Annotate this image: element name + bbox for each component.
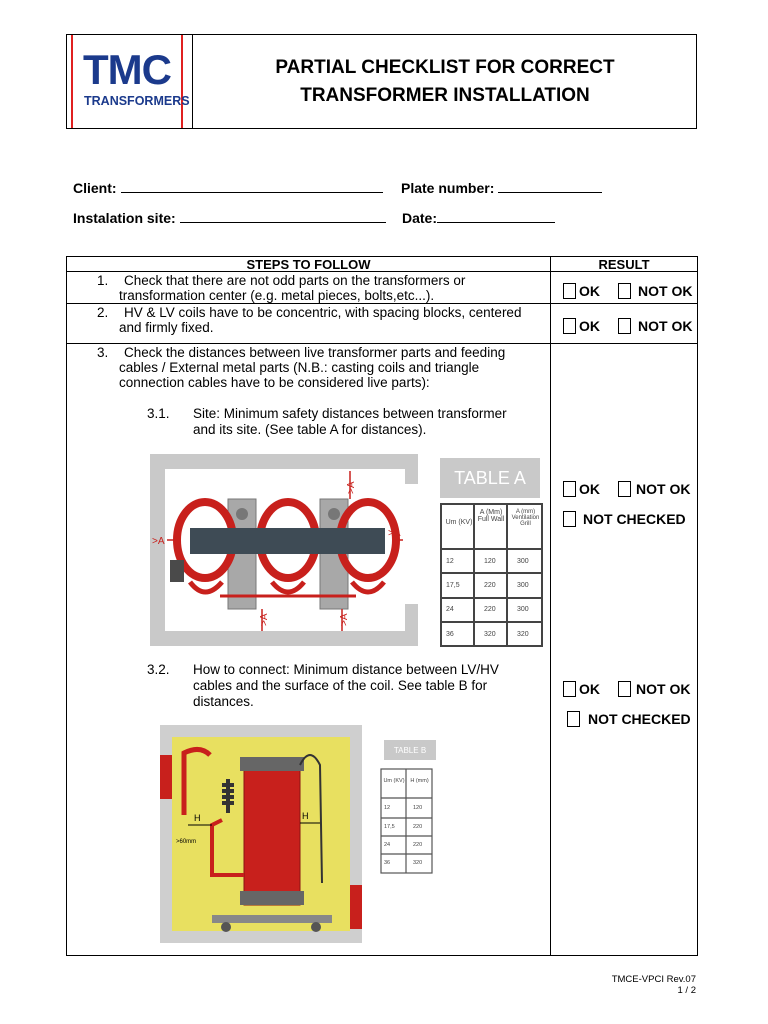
ok-checkbox[interactable]: [563, 481, 576, 497]
ok-checkbox[interactable]: [563, 681, 576, 697]
h-label-right: H: [302, 811, 309, 821]
step-1-result: [563, 283, 692, 299]
date-label: Date:: [402, 210, 438, 226]
ok-checkbox[interactable]: [563, 318, 576, 334]
step-1: [97, 273, 547, 305]
step-text-line: and its site. (See table A for distances).: [193, 422, 427, 437]
not-ok-label: NOT OK: [636, 681, 691, 697]
document-code: TMCE-VPCI Rev.07: [611, 974, 696, 985]
table-b-header: Um (KV): [383, 778, 405, 784]
logo-text: TMC: [83, 46, 171, 93]
not-ok-label: NOT OK: [636, 481, 691, 497]
step-number: 2.: [97, 305, 109, 320]
step-3-2: [147, 662, 547, 710]
step-text-line: cables / External metal parts (N.B.: casting coils and triangle: [119, 360, 480, 375]
step-2: [97, 305, 547, 337]
ok-checkbox[interactable]: [563, 283, 576, 299]
step-text-line: distances.: [193, 694, 254, 709]
checklist-table: [66, 256, 698, 956]
logo-line-left: [71, 35, 73, 128]
ok-label: OK: [579, 481, 600, 497]
ok-label: OK: [579, 318, 600, 334]
table-b-cell: 24: [384, 842, 391, 848]
plate-number-field: [401, 179, 602, 196]
dim-label-bottom-1: >A: [259, 613, 270, 626]
step-number: 1.: [97, 273, 109, 288]
ok-label: OK: [579, 681, 600, 697]
table-b-cell: 12: [384, 805, 391, 811]
not-checked-checkbox[interactable]: [567, 711, 580, 727]
date-field: [402, 209, 555, 226]
step-3-2-not-checked: [567, 711, 691, 727]
table-a-cell: 220: [484, 582, 496, 589]
step-text-line: HV & LV coils have to be concentric, with spacing blocks, centered: [124, 305, 522, 320]
table-b-cell: 120: [413, 805, 423, 811]
table-a-cell: 320: [517, 631, 529, 638]
title-line-2: TRANSFORMER INSTALLATION: [300, 84, 590, 106]
not-ok-checkbox[interactable]: [618, 481, 631, 497]
not-ok-checkbox[interactable]: [618, 681, 631, 697]
step-number: 3.2.: [147, 662, 170, 677]
figure-b-transformer-connection: [160, 725, 362, 943]
table-a-cell: 24: [446, 606, 454, 613]
table-b-cell: 220: [413, 824, 423, 830]
dim-label-top: >A: [346, 481, 357, 494]
client-blank[interactable]: [121, 179, 383, 193]
table-b-header: H (mm): [410, 778, 429, 784]
dim-label-right: >A: [388, 528, 401, 539]
not-checked-label: NOT CHECKED: [583, 511, 686, 527]
h-label-left: H: [194, 813, 201, 823]
client-field: [73, 179, 383, 196]
table-a-title: TABLE A: [440, 458, 540, 498]
client-label: Client:: [73, 180, 117, 196]
header-steps: STEPS TO FOLLOW: [246, 257, 371, 272]
step-text-line: Check that there are not odd parts on the transformers or: [124, 273, 466, 288]
table-a-cell: 120: [484, 558, 496, 565]
not-ok-label: NOT OK: [638, 283, 693, 299]
table-a-cell: 300: [517, 558, 529, 565]
step-3-2-result: [563, 681, 690, 697]
dim-label-left: >A: [152, 536, 165, 547]
title-line-1: PARTIAL CHECKLIST FOR CORRECT: [275, 56, 615, 78]
document-header: [66, 34, 697, 129]
step-number: 3.: [97, 345, 109, 360]
not-checked-label: NOT CHECKED: [588, 711, 691, 727]
not-ok-checkbox[interactable]: [618, 318, 631, 334]
step-2-result: [563, 318, 692, 334]
table-b-cell: 17,5: [384, 824, 395, 830]
not-ok-checkbox[interactable]: [618, 283, 631, 299]
not-ok-label: NOT OK: [638, 318, 693, 334]
table-a-header: A (mm) Ventilation Grill: [511, 509, 540, 527]
document-title: [194, 35, 696, 128]
installation-site-field: [73, 209, 386, 226]
column-divider: [550, 257, 551, 955]
plate-number-blank[interactable]: [498, 179, 602, 193]
step-3-1: [147, 406, 547, 438]
step-text-line: cables and the surface of the coil. See table B for: [193, 678, 488, 693]
company-logo: [67, 35, 193, 128]
header-result: RESULT: [598, 257, 650, 272]
table-a-cell: 320: [484, 631, 496, 638]
figure-a-transformer-site: [150, 454, 424, 646]
logo-line-right: [181, 35, 183, 128]
step-3: [97, 345, 547, 393]
step-text-line: and firmly fixed.: [119, 320, 214, 335]
table-a-cell: 220: [484, 606, 496, 613]
site-opening: [404, 484, 418, 604]
date-blank[interactable]: [437, 209, 555, 223]
installation-site-label: Instalation site:: [73, 210, 176, 226]
step-text-line: How to connect: Minimum distance between LV/HV: [193, 662, 499, 677]
table-a-cell: 12: [446, 558, 454, 565]
step-3-1-result: [563, 481, 690, 497]
min-distance-label: >60mm: [176, 839, 197, 845]
step-text-line: transformation center (e.g. metal pieces, bolts,etc...).: [119, 288, 435, 303]
table-a-cell: 300: [517, 582, 529, 589]
plate-number-label: Plate number:: [401, 180, 495, 196]
step-number: 3.1.: [147, 406, 170, 421]
not-checked-checkbox[interactable]: [563, 511, 576, 527]
ok-label: OK: [579, 283, 600, 299]
installation-site-blank[interactable]: [180, 209, 386, 223]
page-number: 1 / 2: [677, 985, 696, 996]
step-text-line: connection cables have to be considered live parts):: [119, 375, 430, 390]
dim-label-bottom-2: >A: [339, 613, 350, 626]
table-b-cell: 36: [384, 860, 391, 866]
step-3-1-not-checked: [563, 511, 686, 527]
table-a-header: Um (KV): [445, 519, 473, 526]
logo-subtext: TRANSFORMERS: [84, 94, 190, 108]
table-a-cell: 17,5: [446, 582, 460, 589]
step-text-line: Site: Minimum safety distances between transformer: [193, 406, 507, 421]
table-b-cell: 220: [413, 842, 423, 848]
row-divider: [67, 343, 697, 344]
table-b-cell: 320: [413, 860, 423, 866]
table-a-cell: 36: [446, 631, 454, 638]
table-a-text: [440, 503, 543, 648]
table-b-text: [380, 768, 433, 874]
table-a-cell: 300: [517, 606, 529, 613]
table-b-title: TABLE B: [384, 740, 436, 760]
step-text-line: Check the distances between live transformer parts and feeding: [124, 345, 506, 360]
table-a-header: A (Mm) Full Wall: [477, 509, 505, 523]
